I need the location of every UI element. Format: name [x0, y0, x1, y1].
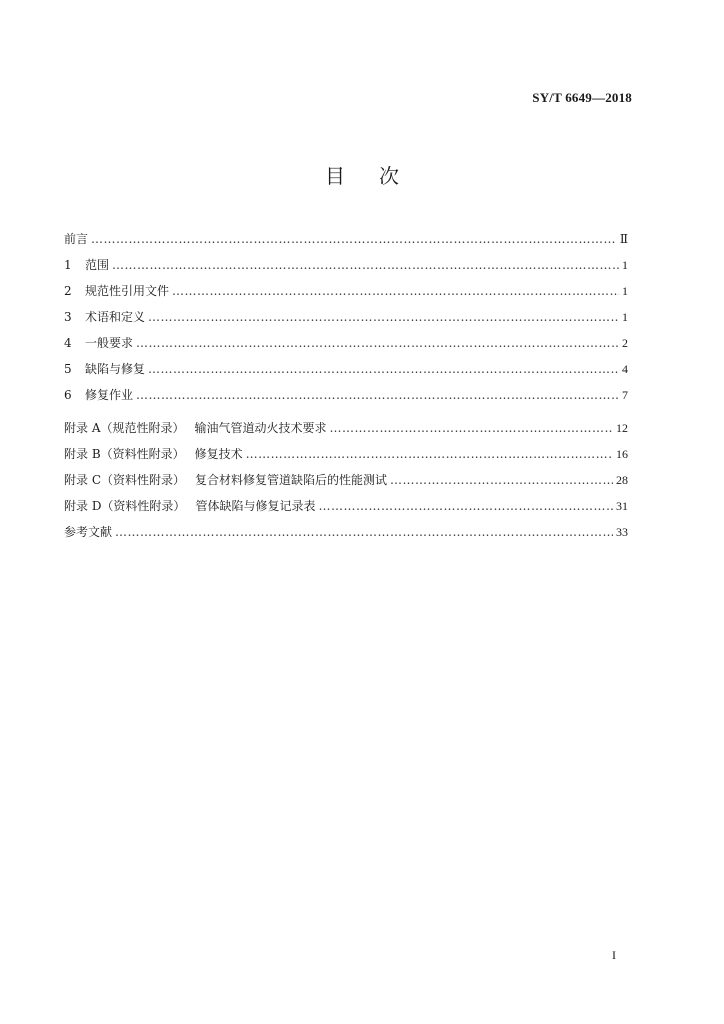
- toc-entry-appendix-d[interactable]: [64, 495, 628, 517]
- toc-entry-1[interactable]: [64, 254, 628, 276]
- toc-entry-subtitle: 复合材料修复管道缺陷后的性能测试: [195, 473, 388, 487]
- toc-entry-label: 附录 C（资料性附录）: [64, 473, 185, 487]
- toc-entry-label: 附录 A（规范性附录）: [64, 421, 185, 435]
- toc-entry-bibliography[interactable]: [64, 521, 628, 543]
- toc-entry-label: 参考文献: [64, 525, 113, 539]
- dot-leader: [91, 228, 617, 250]
- toc-entry-label: 附录 D（资料性附录）: [64, 499, 186, 513]
- toc-entry-page: 1: [622, 258, 628, 272]
- toc-entry-appendix-c[interactable]: [64, 469, 628, 491]
- toc-entry-appendix-a[interactable]: [64, 417, 628, 439]
- toc-entry-label: 范围: [85, 258, 110, 272]
- dot-leader: [136, 384, 619, 406]
- toc-entry-foreword[interactable]: [64, 228, 628, 250]
- toc-entry-page: 1: [622, 284, 628, 298]
- toc-entry-subtitle: 修复技术: [194, 447, 243, 461]
- toc-entry-label: 一般要求: [85, 336, 134, 350]
- toc-entry-page: 1: [622, 310, 628, 324]
- toc-entry-number: 5: [64, 362, 72, 376]
- toc-entry-page: 16: [616, 447, 628, 461]
- toc-entry-page: 33: [616, 525, 628, 539]
- dot-leader: [390, 469, 613, 491]
- page-title: [0, 160, 724, 189]
- dot-leader: [148, 306, 619, 328]
- toc-entry-3[interactable]: [64, 306, 628, 328]
- dot-leader: [172, 280, 619, 302]
- toc-entry-subtitle: 管体缺陷与修复记录表: [195, 499, 316, 513]
- dot-leader: [112, 254, 619, 276]
- dot-leader: [330, 417, 614, 439]
- page-number: I: [612, 948, 616, 962]
- toc-entry-label: 修复作业: [85, 388, 134, 402]
- dot-leader: [148, 358, 619, 380]
- dot-leader: [115, 521, 613, 543]
- toc-entry-number: 6: [64, 388, 72, 402]
- toc-entry-5[interactable]: [64, 358, 628, 380]
- toc-entry-page: 31: [616, 499, 628, 513]
- dot-leader: [246, 443, 613, 465]
- toc-entry-page: 4: [622, 362, 628, 376]
- toc-entry-number: 1: [64, 258, 72, 272]
- toc-entry-number: 4: [64, 336, 72, 350]
- toc-entry-6[interactable]: [64, 384, 628, 406]
- toc-entry-page: 28: [616, 473, 628, 487]
- toc-entry-page: 2: [622, 336, 628, 350]
- toc-entry-number: 3: [64, 310, 72, 324]
- toc-entry-label: 术语和定义: [85, 310, 146, 324]
- toc-entry-page: 7: [622, 388, 628, 402]
- toc-entry-4[interactable]: [64, 332, 628, 354]
- toc-entry-number: 2: [64, 284, 72, 298]
- title-char-2: 次: [379, 164, 399, 188]
- standard-code: SY/T 6649—2018: [532, 90, 632, 105]
- title-char-1: 目: [325, 164, 345, 188]
- toc-entry-page: Ⅱ: [619, 232, 628, 246]
- toc-entry-label: 规范性引用文件: [85, 284, 170, 298]
- dot-leader: [318, 495, 613, 517]
- toc-entry-2[interactable]: [64, 280, 628, 302]
- toc-entry-label: 缺陷与修复: [85, 362, 146, 376]
- toc-entry-label: 附录 B（资料性附录）: [64, 447, 185, 461]
- toc-entry-subtitle: 输油气管道动火技术要求: [194, 421, 327, 435]
- toc-entry-page: 12: [616, 421, 628, 435]
- dot-leader: [136, 332, 619, 354]
- toc-entry-appendix-b[interactable]: [64, 443, 628, 465]
- toc-entry-label: 前言: [64, 232, 89, 246]
